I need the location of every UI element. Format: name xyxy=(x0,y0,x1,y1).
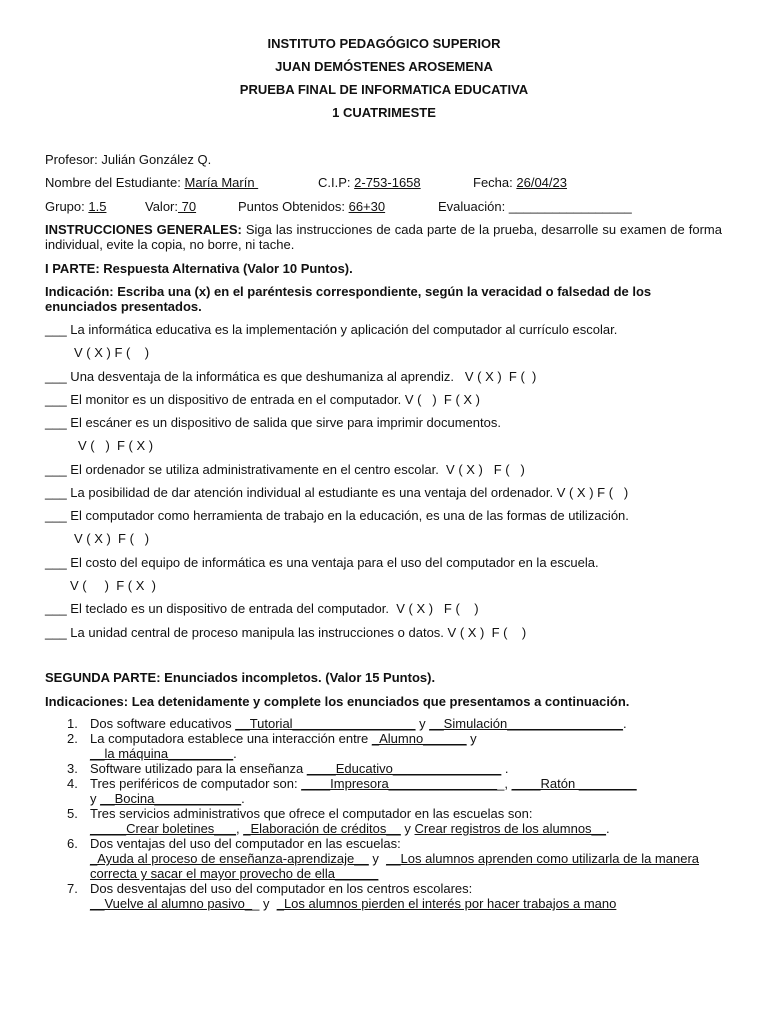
tf-item: ___ El costo del equipo de informática es una ventaja para el uso del computador en la escuela. xyxy=(45,555,599,570)
tf-item: ___ El computador como herramienta de trabajo en la educación, es una de las formas de utilización. xyxy=(45,508,629,523)
item-text: . xyxy=(241,791,245,806)
answer: _Ayuda al proceso de enseñanza-aprendizaje__ xyxy=(90,851,369,866)
list-item xyxy=(45,836,735,881)
item-text: Dos desventajas del uso del computador en los centros escolares: xyxy=(90,881,473,896)
tf-item: ___ La unidad central de proceso manipula las instrucciones o datos. V ( X ) F ( ) xyxy=(45,625,527,640)
item-number: 7. xyxy=(67,881,78,896)
term-title: 1 CUATRIMESTE xyxy=(332,105,436,120)
answer: ____Ratón ________ xyxy=(511,776,637,791)
answer: __Simulación________________ xyxy=(429,716,623,731)
item-number: 2. xyxy=(67,731,78,746)
cip-field xyxy=(318,175,421,191)
item-text: Dos software educativos xyxy=(90,716,236,731)
item-text: y xyxy=(368,851,387,866)
tf-item: ___ La informática educativa es la implementación y aplicación del computador al currículo escolar. xyxy=(45,322,618,337)
exam-title: PRUEBA FINAL DE INFORMATICA EDUCATIVA xyxy=(239,82,529,97)
item-text: Tres servicios administrativos que ofrece el computador en las escuelas son: xyxy=(90,806,533,821)
tf-answer: V ( X ) F ( ) xyxy=(74,345,150,360)
item-text: Dos ventajas del uso del computador en las escuelas: xyxy=(90,836,401,851)
answer: _Elaboración de créditos__ xyxy=(243,821,401,836)
student-line xyxy=(45,175,258,191)
group-value: 1.5 xyxy=(88,199,107,214)
list-item xyxy=(45,761,735,776)
tf-item: ___ La posibilidad de dar atención individual al estudiante es una ventaja del ordenador. V ( X ) F ( ) xyxy=(45,485,629,500)
part2-title: SEGUNDA PARTE: Enunciados incompletos. (Valor 15 Puntos). xyxy=(45,670,436,685)
value-label: Valor: xyxy=(145,199,178,214)
item-number: 4. xyxy=(67,776,78,791)
tf-answer: V ( ) F ( X ) xyxy=(78,438,154,453)
group-label: Grupo: xyxy=(45,199,85,214)
item-number: 3. xyxy=(67,761,78,776)
item-number: 6. xyxy=(67,836,78,851)
answer: ____Educativo_______________ xyxy=(306,761,502,776)
points-label: Puntos Obtenidos: xyxy=(238,199,345,214)
part1-title: I PARTE: Respuesta Alternativa (Valor 10 Puntos). xyxy=(45,261,353,276)
item-text: Tres periféricos de computador son: xyxy=(90,776,302,791)
institute-name: JUAN DEMÓSTENES AROSEMENA xyxy=(275,59,493,74)
group-field xyxy=(45,199,106,215)
tf-answer: V ( ) F ( X ) xyxy=(70,578,156,593)
value-value: 70 xyxy=(178,199,197,214)
points-field xyxy=(238,199,385,215)
tf-item: ___ El monitor es un dispositivo de entrada en el computador. V ( ) F ( X ) xyxy=(45,392,480,407)
item-number: 1. xyxy=(67,716,78,731)
item-text: , xyxy=(236,821,244,836)
tf-item: ___ El escáner es un dispositivo de salida que sirve para imprimir documentos. xyxy=(45,415,501,430)
item-text: . xyxy=(233,746,237,761)
answer: __Los alumnos aprenden como utilizarla de la manera correcta y sacar el mayor provecho de ella______ xyxy=(90,851,700,881)
date-label: Fecha: xyxy=(473,175,513,190)
tf-item: ___ Una desventaja de la informática es que deshumaniza al aprendiz. V ( X ) F ( ) xyxy=(45,369,537,384)
answer: _Los alumnos pierden el interés por hacer trabajos a mano xyxy=(276,896,617,911)
student-label: Nombre del Estudiante: xyxy=(45,175,181,190)
list-item xyxy=(45,731,735,761)
professor-line: Profesor: Julián González Q. xyxy=(45,152,212,167)
part1-indication: Indicación: Escriba una (x) en el paréntesis correspondiente, según la veracidad o falsedad de los enunciados presentados. xyxy=(45,284,652,314)
evaluation-field: Evaluación: _________________ xyxy=(438,199,632,214)
answer: ____Impresora_______________ xyxy=(301,776,498,791)
answer: __Bocina____________ xyxy=(100,791,242,806)
item-text: La computadora establece una interacción entre xyxy=(90,731,372,746)
answer: __Vuelve al alumno pasivo_ xyxy=(90,896,253,911)
item-text: y xyxy=(415,716,430,731)
part2-indication: Indicaciones: Lea detenidamente y complete los enunciados que presentamos a continuación. xyxy=(45,694,630,709)
item-text: _, xyxy=(497,776,512,791)
student-name: María Marín xyxy=(184,175,259,190)
tf-item: ___ El teclado es un dispositivo de entrada del computador. V ( X ) F ( ) xyxy=(45,601,479,616)
item-text: y xyxy=(466,731,477,746)
item-text: y xyxy=(90,791,101,806)
item-text: . xyxy=(606,821,610,836)
item-number: 5. xyxy=(67,806,78,821)
completion-list xyxy=(45,716,735,911)
item-text: . xyxy=(501,761,509,776)
item-text: Software utilizado para la enseñanza xyxy=(90,761,307,776)
cip-label: C.I.P: xyxy=(318,175,351,190)
list-item xyxy=(45,716,735,731)
value-field xyxy=(145,199,196,215)
institute-title: INSTITUTO PEDAGÓGICO SUPERIOR xyxy=(267,36,501,51)
general-instructions xyxy=(45,222,722,252)
instructions-text: Siga las instrucciones de cada parte de la prueba, desarrolle su examen de forma individual, evite la copia, no borre, ni tache. xyxy=(45,222,722,252)
points-value: 66+30 xyxy=(348,199,386,214)
cip-value: 2-753-1658 xyxy=(354,175,421,190)
list-item xyxy=(45,881,735,911)
date-field xyxy=(473,175,567,191)
item-text: y xyxy=(400,821,415,836)
instructions-label: INSTRUCCIONES GENERALES: xyxy=(45,222,242,237)
answer: __Tutorial_________________ xyxy=(235,716,416,731)
answer: _____Crear boletines___ xyxy=(90,821,236,836)
tf-item: ___ El ordenador se utiliza administrativamente en el centro escolar. V ( X ) F ( ) xyxy=(45,462,525,477)
date-value: 26/04/23 xyxy=(516,175,567,190)
item-text: . xyxy=(622,716,627,731)
answer: Crear registros de los alumnos__ xyxy=(414,821,607,836)
item-text: _ y xyxy=(252,896,277,911)
answer: _Alumno______ xyxy=(371,731,467,746)
list-item xyxy=(45,776,735,806)
list-item xyxy=(45,806,735,836)
answer: __la máquina_________ xyxy=(90,746,234,761)
tf-answer: V ( X ) F ( ) xyxy=(74,531,150,546)
